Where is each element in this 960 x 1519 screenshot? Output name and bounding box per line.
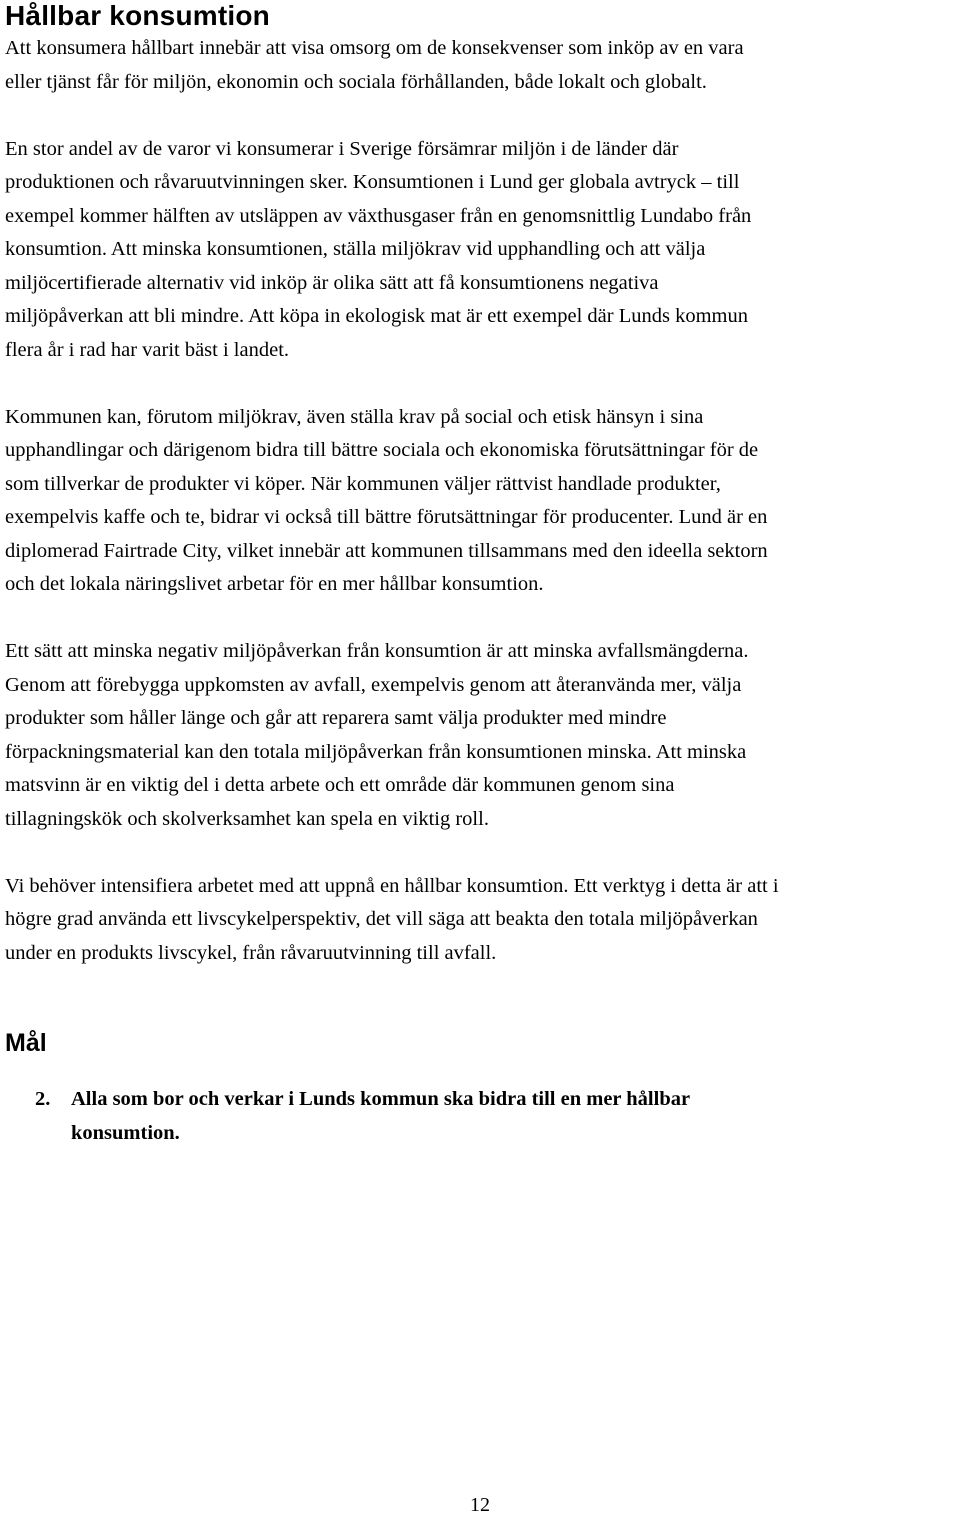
paragraph-lifecycle bbox=[5, 870, 960, 971]
text-line: Kommunen kan, förutom miljökrav, även ställa krav på social och etisk hänsyn i sina bbox=[5, 405, 704, 428]
text-line: upphandlingar och därigenom bidra till bättre sociala och ekonomiska förutsättningar för de bbox=[5, 439, 759, 461]
text-line: flera år i rad har varit bäst i landet. bbox=[5, 338, 290, 361]
text-line: under en produkts livscykel, från råvaruutvinning till avfall. bbox=[5, 941, 497, 964]
text-line: miljöpåverkan att bli mindre. Att köpa in ekologisk mat är ett exempel där Lunds kommun bbox=[5, 305, 748, 327]
text-line: konsumtion. Att minska konsumtionen, ställa miljökrav vid upphandling och att välja bbox=[5, 238, 706, 260]
text-line: eller tjänst får för miljön, ekonomin och sociala förhållanden, både lokalt och globalt. bbox=[5, 70, 707, 93]
paragraph-intro bbox=[5, 32, 960, 99]
text-line: exempelvis kaffe och te, bidrar vi också till bättre förutsättningar för producenter. Lund är en bbox=[5, 506, 768, 528]
goal-text-line: Alla som bor och verkar i Lunds kommun ska bidra till en mer hållbar bbox=[71, 1088, 691, 1110]
paragraph-social-requirements bbox=[5, 401, 960, 602]
text-line: Ett sätt att minska negativ miljöpåverkan från konsumtion är att minska avfallsmängderna. bbox=[5, 640, 749, 662]
page-title: Hållbar konsumtion bbox=[5, 0, 270, 31]
text-line: Vi behöver intensifiera arbetet med att uppnå en hållbar konsumtion. Ett verktyg i detta är att i bbox=[5, 874, 779, 897]
text-line: högre grad använda ett livscykelperspektiv, det vill säga att beakta den totala miljöpåverkan bbox=[5, 908, 758, 930]
goal-number: 2. bbox=[35, 1088, 51, 1110]
text-line: matsvinn är en viktig del i detta arbete och ett område där kommunen genom sina bbox=[5, 774, 675, 796]
text-line: diplomerad Fairtrade City, vilket innebär att kommunen tillsammans med den ideella sektorn bbox=[5, 539, 768, 562]
text-line: Genom att förebygga uppkomsten av avfall, exempelvis genom att återanvända mer, välja bbox=[5, 673, 742, 696]
text-line: En stor andel av de varor vi konsumerar i Sverige försämrar miljön i de länder där bbox=[5, 137, 679, 160]
goal-text-line: konsumtion. bbox=[71, 1121, 180, 1144]
text-line: produkter som håller länge och går att reparera samt välja produkter med mindre bbox=[5, 707, 667, 729]
text-line: förpackningsmaterial kan den totala miljöpåverkan från konsumtionen minska. Att minska bbox=[5, 740, 747, 763]
text-line: miljöcertifierade alternativ vid inköp är olika sätt att få konsumtionens negativa bbox=[5, 271, 659, 294]
page-number: 12 bbox=[470, 1494, 490, 1516]
text-line: tillagningskök och skolverksamhet kan spela en viktig roll. bbox=[5, 807, 489, 830]
text-line: och det lokala näringslivet arbetar för en mer hållbar konsumtion. bbox=[5, 573, 544, 595]
text-line: produktionen och råvaruutvinningen sker. Konsumtionen i Lund ger globala avtryck – till bbox=[5, 171, 740, 193]
goals-heading: Mål bbox=[5, 1029, 47, 1057]
text-line: som tillverkar de produkter vi köper. När kommunen väljer rättvist handlade produkter, bbox=[5, 472, 721, 495]
goal-item bbox=[5, 1083, 960, 1150]
text-line: exempel kommer hälften av utsläppen av växthusgaser från en genomsnittlig Lundabo från bbox=[5, 204, 752, 227]
document-page bbox=[5, 0, 960, 1150]
paragraph-waste-reduction bbox=[5, 635, 960, 836]
paragraph-global-footprint bbox=[5, 133, 960, 368]
text-line: Att konsumera hållbart innebär att visa omsorg om de konsekvenser som inköp av en vara bbox=[5, 37, 744, 59]
